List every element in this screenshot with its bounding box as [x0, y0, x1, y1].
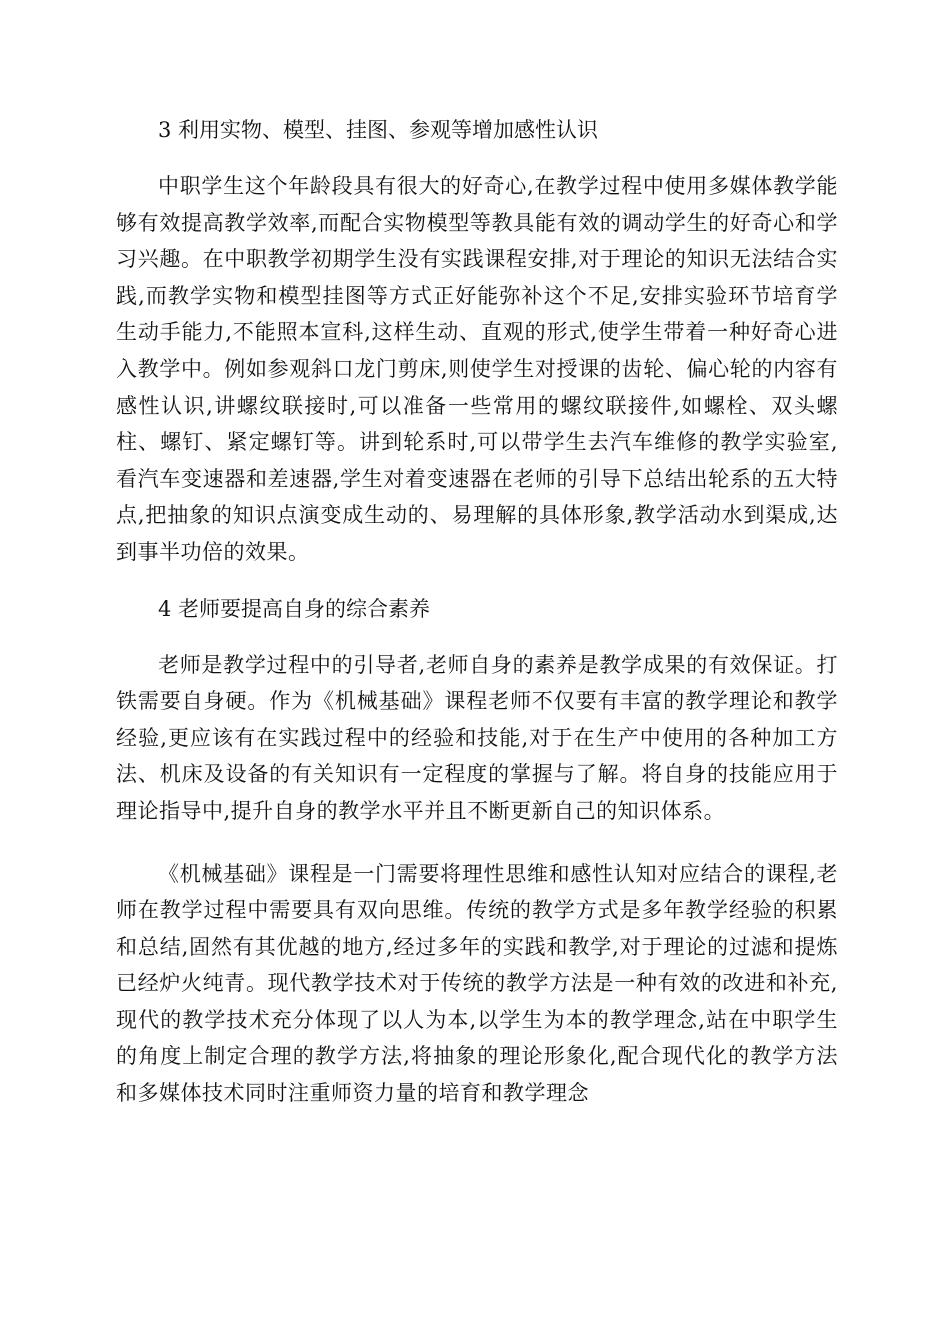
- spacer: [116, 627, 838, 647]
- spacer: [116, 830, 838, 856]
- section-heading-3: 3 利用实物、模型、挂图、参观等增加感性认识: [158, 118, 599, 142]
- document-body: [116, 112, 838, 1112]
- section-heading-4: 4 老师要提高自身的综合素养: [158, 596, 431, 621]
- paragraph-section-4-first: 老师是教学过程中的引导者,老师自身的素养是教学成果的有效保证。打铁需要自身硬。作为《机械基础》课程老师不仅要有丰富的教学理论和教学经验,更应该有在实践过程中的经验和技能,对于在生产中使用的各种加工方法、机床及设备的有关知识有一定程度的掌握与了解。将自身的技能应用于理论指导中,提升自身的教学水平并且不断更新自己的知识体系。: [116, 652, 838, 823]
- spacer: [116, 571, 838, 591]
- paragraph-section-4-second: 《机械基础》课程是一门需要将理性思维和感性认知对应结合的课程,老师在教学过程中需要具有双向思维。传统的教学方式是多年教学经验的积累和总结,固然有其优越的地方,经过多年的实践和教学,对于理论的过滤和提炼已经炉火纯青。现代教学技术对于传统的教学方法是一种有效的改进和补充,现代的教学技术充分体现了以人为本,以学生为本的教学理念,站在中职学生的角度上制定合理的教学方法,将抽象的理论形象化,配合现代化的教学方法和多媒体技术同时注重师资力量的培育和教学理念: [116, 861, 838, 1106]
- paragraph-section-3: 中职学生这个年龄段具有很大的好奇心,在教学过程中使用多媒体教学能够有效提高教学效率,而配合实物模型等教具能有效的调动学生的好奇心和学习兴趣。在中职教学初期学生没有实践课程安排,对于理论的知识无法结合实践,而教学实物和模型挂图等方式正好能弥补这个不足,安排实验环节培育学生动手能力,不能照本宣科,这样生动、直观的形式,使学生带着一种好奇心进入教学中。例如参观斜口龙门剪床,则使学生对授课的齿轮、偏心轮的内容有感性认识,讲螺纹联接时,可以准备一些常用的螺纹联接件,如螺栓、双头螺柱、螺钉、紧定螺钉等。讲到轮系时,可以带学生去汽车维修的教学实验室,看汽车变速器和差速器,学生对着变速器在老师的引导下总结出轮系的五大特点,把抽象的知识点演变成生动的、易理解的具体形象,教学活动水到渠成,达到事半功倍的效果。: [116, 174, 838, 564]
- spacer: [116, 148, 838, 168]
